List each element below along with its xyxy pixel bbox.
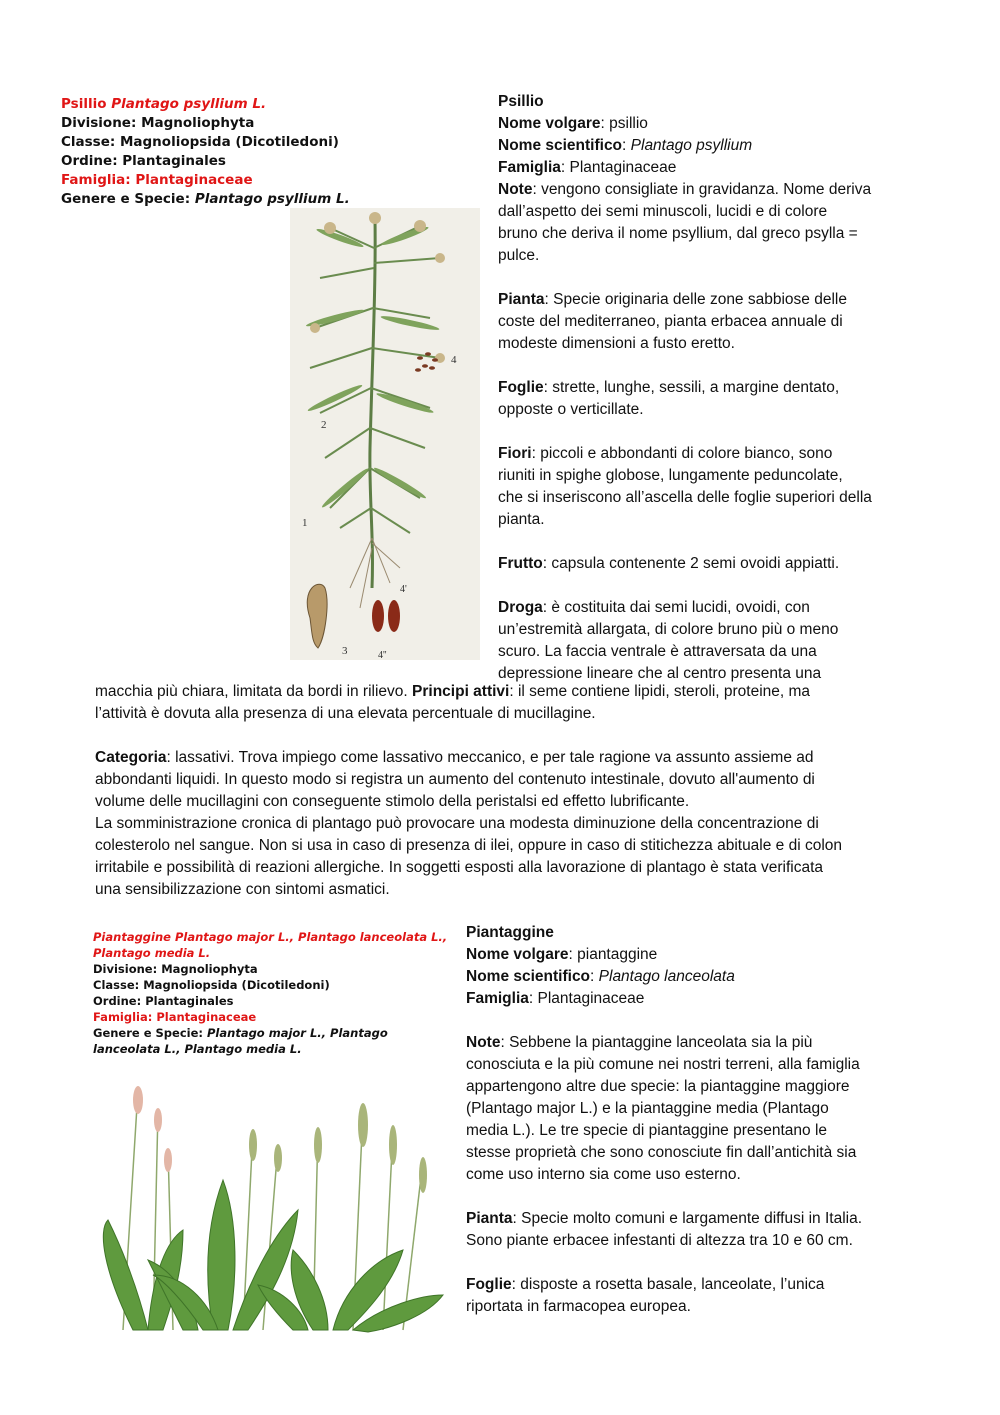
text-line: colesterolo nel sangue. Non si usa in caso di presenza di ilei, oppure in caso di stitichezza abituale e di colon bbox=[95, 837, 843, 854]
foglie-paragraph: Foglie: disposte a rosetta basale, lanceolate, l’unica bbox=[466, 1276, 825, 1293]
categoria-paragraph: Categoria: lassativi. Trova impiego come lassativo meccanico, e per tale ragione va assunto assieme ad bbox=[95, 749, 814, 766]
caption-classe: Classe: Magnoliopsida (Dicotiledoni) bbox=[61, 134, 339, 150]
caption-genere: lanceolata L., Plantago media L. bbox=[93, 1042, 302, 1056]
caption-classe: Classe: Magnoliopsida (Dicotiledoni) bbox=[93, 978, 330, 992]
note-paragraph: Note: vengono consigliate in gravidanza. Nome deriva bbox=[498, 181, 872, 198]
droga-principi-line: macchia più chiara, limitata da bordi in rilievo. Principi attivi: il seme contiene lipidi, steroli, proteine, ma bbox=[95, 683, 811, 700]
frutto-paragraph: Frutto: capsula contenente 2 semi ovoidi appiatti. bbox=[498, 555, 840, 572]
caption-ordine: Ordine: Plantaginales bbox=[61, 153, 226, 169]
note-paragraph: Note: Sebbene la piantaggine lanceolata sia la più bbox=[466, 1034, 813, 1051]
text-line: La somministrazione cronica di plantago può provocare una modesta diminuzione della concentrazione di bbox=[95, 815, 819, 832]
text-line: dall’aspetto dei semi minuscoli, lucidi e di colore bbox=[498, 203, 828, 220]
caption-genere: Genere e Specie: Plantago psyllium L. bbox=[61, 191, 350, 207]
famiglia: Famiglia: Plantaginaceae bbox=[498, 159, 677, 176]
text-line: media L.). Le tre specie di piantaggine presentano le bbox=[466, 1122, 828, 1139]
text-line: (Plantago major L.) e la piantaggine media (Plantago bbox=[466, 1100, 829, 1117]
piantaggine-caption bbox=[93, 929, 463, 1057]
text-line: opposte o verticillate. bbox=[498, 401, 644, 418]
figure-number: 4 bbox=[451, 354, 457, 366]
figure-number: 3 bbox=[342, 645, 348, 657]
text-line: pianta. bbox=[498, 511, 545, 528]
psillio-fullwidth-text bbox=[95, 681, 915, 901]
text-line: coste del mediterraneo, pianta erbacea annuale di bbox=[498, 313, 843, 330]
text-line: un’estremità allargata, di colore bruno più o meno bbox=[498, 621, 839, 638]
pianta-paragraph: Pianta: Specie originaria delle zone sabbiose delle bbox=[498, 291, 847, 308]
text-line: l’attività è dovuta alla presenza di una elevata percentuale di mucillagine. bbox=[95, 705, 596, 722]
nome-volgare: Nome volgare: piantaggine bbox=[466, 946, 658, 963]
caption-divisione: Divisione: Magnoliophyta bbox=[93, 962, 258, 976]
psillio-illustration bbox=[290, 208, 480, 660]
figure-number: 4' bbox=[400, 584, 407, 595]
figure-number: 2 bbox=[321, 419, 327, 431]
psillio-caption bbox=[61, 95, 371, 209]
nome-scientifico: Nome scientifico: Plantago lanceolata bbox=[466, 968, 735, 985]
pianta-paragraph: Pianta: Specie molto comuni e largamente diffusi in Italia. bbox=[466, 1210, 863, 1227]
section-heading: Psillio bbox=[498, 93, 544, 110]
text-line: pulce. bbox=[498, 247, 540, 264]
text-line: stesse proprietà che sono conosciute fin dall’antichità sia bbox=[466, 1144, 857, 1161]
text-line: modeste dimensioni a fusto eretto. bbox=[498, 335, 735, 352]
caption-divisione: Divisione: Magnoliophyta bbox=[61, 115, 255, 131]
text-line: depressione lineare che al centro presenta una bbox=[498, 665, 822, 682]
nome-scientifico: Nome scientifico: Plantago psyllium bbox=[498, 137, 753, 154]
piantaggine-text bbox=[466, 922, 916, 1318]
caption-title: Piantaggine Plantago major L., Plantago lanceolata L., bbox=[93, 930, 448, 944]
figure-number: 4'' bbox=[378, 650, 387, 660]
text-line: irritabile e possibilità di reazioni allergiche. In soggetti esposti alla lavorazione di plantago è stata verificata bbox=[95, 859, 824, 876]
text-line: conosciuta e la più comune nei nostri terreni, alla famiglia bbox=[466, 1056, 860, 1073]
text-line: volume delle mucillagini con conseguente stimolo della peristalsi ed effetto lubrificante. bbox=[95, 793, 690, 810]
text-line: che si inseriscono all’ascella delle foglie superiori della bbox=[498, 489, 872, 506]
text-line: Sono piante erbacee infestanti di altezza tra 10 e 60 cm. bbox=[466, 1232, 853, 1249]
caption-ordine: Ordine: Plantaginales bbox=[93, 994, 234, 1008]
text-line: riuniti in spighe globose, lungamente peduncolate, bbox=[498, 467, 843, 484]
caption-famiglia: Famiglia: Plantaginaceae bbox=[93, 1010, 257, 1024]
text-line: una sensibilizzazione con sintomi asmatici. bbox=[95, 881, 390, 898]
psillio-text bbox=[498, 91, 918, 685]
piantaggine-illustration bbox=[93, 1070, 453, 1335]
nome-volgare: Nome volgare: psillio bbox=[498, 115, 648, 132]
caption-title: Psillio Plantago psyllium L. bbox=[61, 96, 267, 112]
figure-number: 1 bbox=[302, 517, 308, 529]
fiori-paragraph: Fiori: piccoli e abbondanti di colore bianco, sono bbox=[498, 445, 833, 462]
text-line: scuro. La faccia ventrale è attraversata da una bbox=[498, 643, 817, 660]
foglie-paragraph: Foglie: strette, lunghe, sessili, a margine dentato, bbox=[498, 379, 840, 396]
caption-title: Plantago media L. bbox=[93, 946, 211, 960]
text-line: riportata in farmacopea europea. bbox=[466, 1298, 691, 1315]
text-line: bruno che deriva il nome psyllium, dal greco psylla = bbox=[498, 225, 858, 242]
text-line: abbondanti liquidi. In questo modo si registra un aumento del contenuto intestinale, dovuto all'aumento di bbox=[95, 771, 815, 788]
section-heading: Piantaggine bbox=[466, 924, 554, 941]
caption-genere: Genere e Specie: Plantago major L., Plantago bbox=[93, 1026, 388, 1040]
droga-paragraph: Droga: è costituita dai semi lucidi, ovoidi, con bbox=[498, 599, 810, 616]
text-line: appartengono altre due specie: la piantaggine maggiore bbox=[466, 1078, 850, 1095]
famiglia: Famiglia: Plantaginaceae bbox=[466, 990, 645, 1007]
caption-famiglia: Famiglia: Plantaginaceae bbox=[61, 172, 253, 188]
text-line: come uso interno sia come uso esterno. bbox=[466, 1166, 741, 1183]
